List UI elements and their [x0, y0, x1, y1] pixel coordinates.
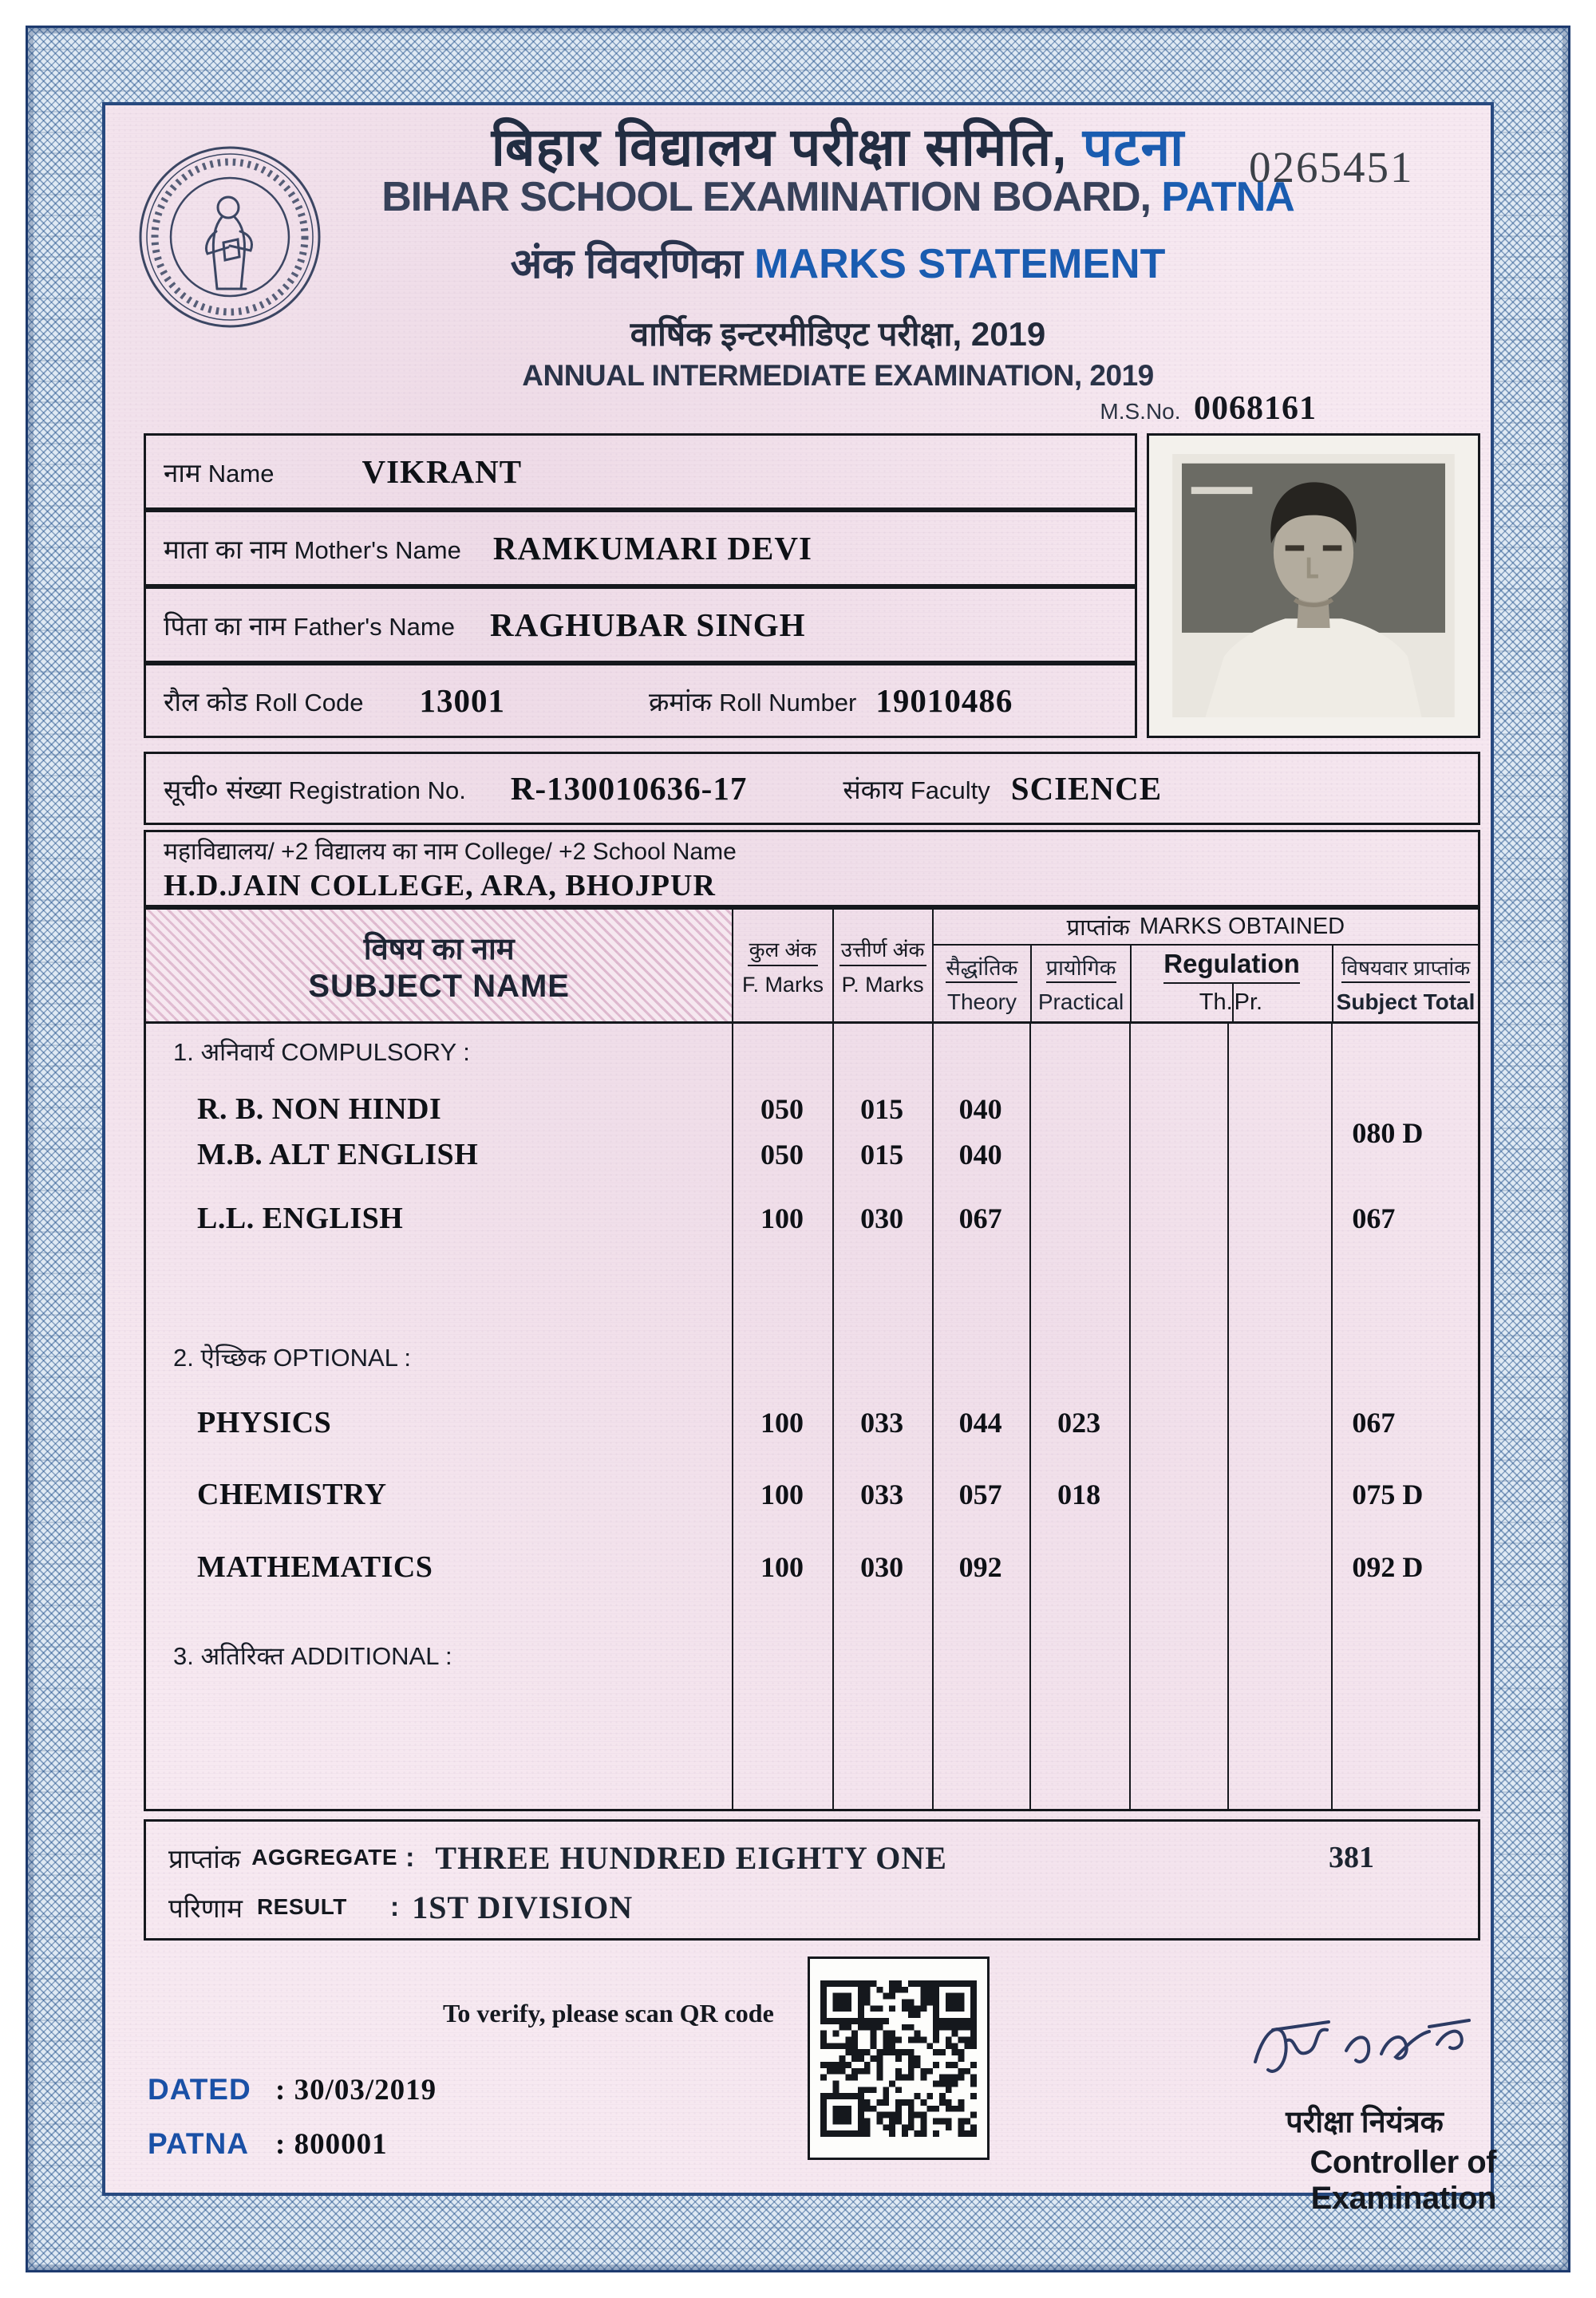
college-label: महाविद्यालय/ +2 विद्यालय का नाम College/ +2 School Name: [164, 839, 737, 865]
table-section-label: [146, 1335, 1478, 1380]
cell-practical: 023: [1057, 1407, 1101, 1439]
exam-title-hindi: वार्षिक इन्टरमीडिएट परीक्षा, 2019: [630, 315, 1046, 353]
table-section-label: [146, 1029, 1478, 1074]
cell-p-marks: 030: [860, 1202, 904, 1234]
faculty-value: SCIENCE: [1010, 770, 1163, 807]
cell-name: R. B. NON HINDI: [197, 1092, 442, 1126]
regulation-th-header: Th.: [1199, 989, 1233, 1015]
dated-value: : 30/03/2019: [275, 2074, 437, 2106]
result-label-english: RESULT: [256, 1894, 347, 1919]
theory-header: सैद्धांतिक Theory: [934, 946, 1030, 1021]
cell-theory: 067: [958, 1202, 1002, 1234]
name-label: नाम Name: [164, 457, 275, 488]
cell-f-marks: 100: [760, 1202, 804, 1234]
practical-header: प्रायोगिक Practical: [1030, 946, 1130, 1021]
ms-number-label: M.S.No.: [1100, 399, 1181, 424]
qr-caption: To verify, please scan QR code: [443, 1999, 774, 2028]
cell-p-marks: 015: [860, 1139, 904, 1171]
cell-theory: 092: [958, 1551, 1002, 1583]
father-name-label: पिता का नाम Father's Name: [164, 610, 455, 641]
cell-f-marks: 100: [760, 1551, 804, 1583]
aggregate-value: 381: [1329, 1841, 1374, 1874]
cell-theory: 044: [958, 1407, 1002, 1439]
field-college: [144, 830, 1480, 907]
field-father-name: [144, 586, 1137, 663]
cell-p-marks: 033: [860, 1407, 904, 1439]
controller-title-hindi: परीक्षा नियंत्रक: [1286, 2106, 1444, 2139]
student-photo: [1147, 433, 1480, 738]
cell-theory: 040: [958, 1139, 1002, 1171]
aggregate-result-box: [144, 1819, 1480, 1941]
registration-label: सूची० संख्या Registration No.: [164, 774, 466, 804]
section-text: 3. अतिरिक्त ADDITIONAL :: [173, 1642, 452, 1670]
statement-title: अंक विवरणिका MARKS STATEMENT: [510, 241, 1166, 288]
father-name-value: RAGHUBAR SINGH: [489, 606, 806, 643]
table-row: [146, 1087, 1478, 1131]
marks-table: [144, 907, 1480, 1811]
roll-number-value: 19010486: [875, 682, 1013, 719]
roll-code-value: 13001: [419, 682, 505, 719]
exam-title-english: ANNUAL INTERMEDIATE EXAMINATION, 2019: [522, 359, 1154, 393]
field-mother-name: [144, 510, 1137, 586]
cell-name: CHEMISTRY: [197, 1478, 387, 1511]
full-marks-header: कुल अंक F. Marks: [732, 910, 832, 1021]
marks-table-body: [146, 1024, 1478, 1811]
name-value: VIKRANT: [361, 453, 523, 490]
table-section-label: [146, 1633, 1478, 1678]
dated-label: DATED: [148, 2073, 251, 2106]
roll-code-label: रौल कोड Roll Code: [164, 686, 364, 717]
place-value: : 800001: [275, 2128, 388, 2161]
table-row: [146, 1400, 1478, 1445]
certificate-header: [335, 117, 1341, 393]
cell-total: 067: [1352, 1407, 1396, 1439]
board-title-english: BIHAR SCHOOL EXAMINATION BOARD, PATNA: [381, 174, 1294, 221]
cell-practical: 018: [1057, 1479, 1101, 1510]
ms-number-value: 0068161: [1194, 390, 1317, 427]
cell-f-marks: 050: [760, 1139, 804, 1171]
faculty-label: संकाय Faculty: [843, 774, 990, 804]
combined-subject-total: 080 D: [1352, 1117, 1424, 1149]
mother-name-label: माता का नाम Mother's Name: [164, 534, 461, 564]
table-row: [146, 1132, 1478, 1177]
aggregate-label-hindi: प्राप्तांक: [168, 1843, 241, 1874]
controller-title-english: Controller of Examination: [1310, 2145, 1496, 2216]
aggregate-words: THREE HUNDRED EIGHTY ONE: [435, 1839, 947, 1876]
college-value: H.D.JAIN COLLEGE, ARA, BHOJPUR: [164, 869, 716, 902]
dated-row: [148, 2073, 437, 2107]
serial-number: 0265451: [1249, 143, 1414, 192]
ms-number: [974, 389, 1317, 428]
cell-total: 067: [1352, 1202, 1396, 1234]
table-row: [146, 1472, 1478, 1517]
result-label-hindi: परिणाम: [168, 1893, 243, 1923]
place-row: [148, 2127, 388, 2162]
regulation-header: Regulation Th. Pr.: [1130, 946, 1332, 1021]
field-registration: [144, 752, 1480, 825]
board-title-hindi: बिहार विद्यालय परीक्षा समिति, पटना: [491, 117, 1185, 176]
cell-name: L.L. ENGLISH: [197, 1202, 404, 1235]
result-value: 1ST DIVISION: [412, 1889, 634, 1925]
cell-total: 075 D: [1352, 1479, 1424, 1510]
marks-obtained-header: प्राप्तांक MARKS OBTAINED: [934, 910, 1478, 946]
roll-number-label: क्रमांक Roll Number: [648, 686, 857, 717]
cell-p-marks: 030: [860, 1551, 904, 1583]
cell-f-marks: 100: [760, 1479, 804, 1510]
registration-value: R-130010636-17: [510, 770, 748, 807]
cell-name: MATHEMATICS: [197, 1550, 433, 1584]
pass-marks-header: उत्तीर्ण अंक P. Marks: [832, 910, 932, 1021]
cell-name: M.B. ALT ENGLISH: [197, 1138, 479, 1171]
place-label: PATNA: [148, 2127, 249, 2160]
result-row: परिणाम RESULT : 1ST DIVISION: [168, 1889, 634, 1925]
section-text: 2. ऐच्छिक OPTIONAL :: [173, 1344, 412, 1372]
cell-f-marks: 100: [760, 1407, 804, 1439]
qr-code: [808, 1956, 990, 2160]
cell-name: PHYSICS: [197, 1406, 332, 1439]
table-row: [146, 1196, 1478, 1241]
cell-theory: 040: [958, 1093, 1002, 1125]
cell-f-marks: 050: [760, 1093, 804, 1125]
cell-total: 092 D: [1352, 1551, 1424, 1583]
cell-p-marks: 033: [860, 1479, 904, 1510]
controller-signature: [1241, 2003, 1488, 2091]
cell-p-marks: 015: [860, 1093, 904, 1125]
mother-name-value: RAMKUMARI DEVI: [492, 530, 812, 567]
aggregate-row: प्राप्तांक AGGREGATE : THREE HUNDRED EIGHTY ONE 381: [168, 1839, 1374, 1876]
field-name: [144, 433, 1137, 510]
cell-theory: 057: [958, 1479, 1002, 1510]
marks-obtained-group: [932, 910, 1478, 1021]
subject-total-header: विषयवार प्राप्तांक Subject Total: [1332, 946, 1478, 1021]
marks-table-header: [146, 910, 1478, 1024]
table-row: [146, 1545, 1478, 1589]
subject-name-header: विषय का नाम SUBJECT NAME: [146, 910, 732, 1021]
board-seal-emblem: [134, 137, 326, 337]
aggregate-label-english: AGGREGATE: [251, 1845, 398, 1870]
regulation-pr-header: Pr.: [1232, 984, 1264, 1021]
field-roll: [144, 663, 1137, 738]
section-text: 1. अनिवार्य COMPULSORY :: [173, 1038, 470, 1066]
